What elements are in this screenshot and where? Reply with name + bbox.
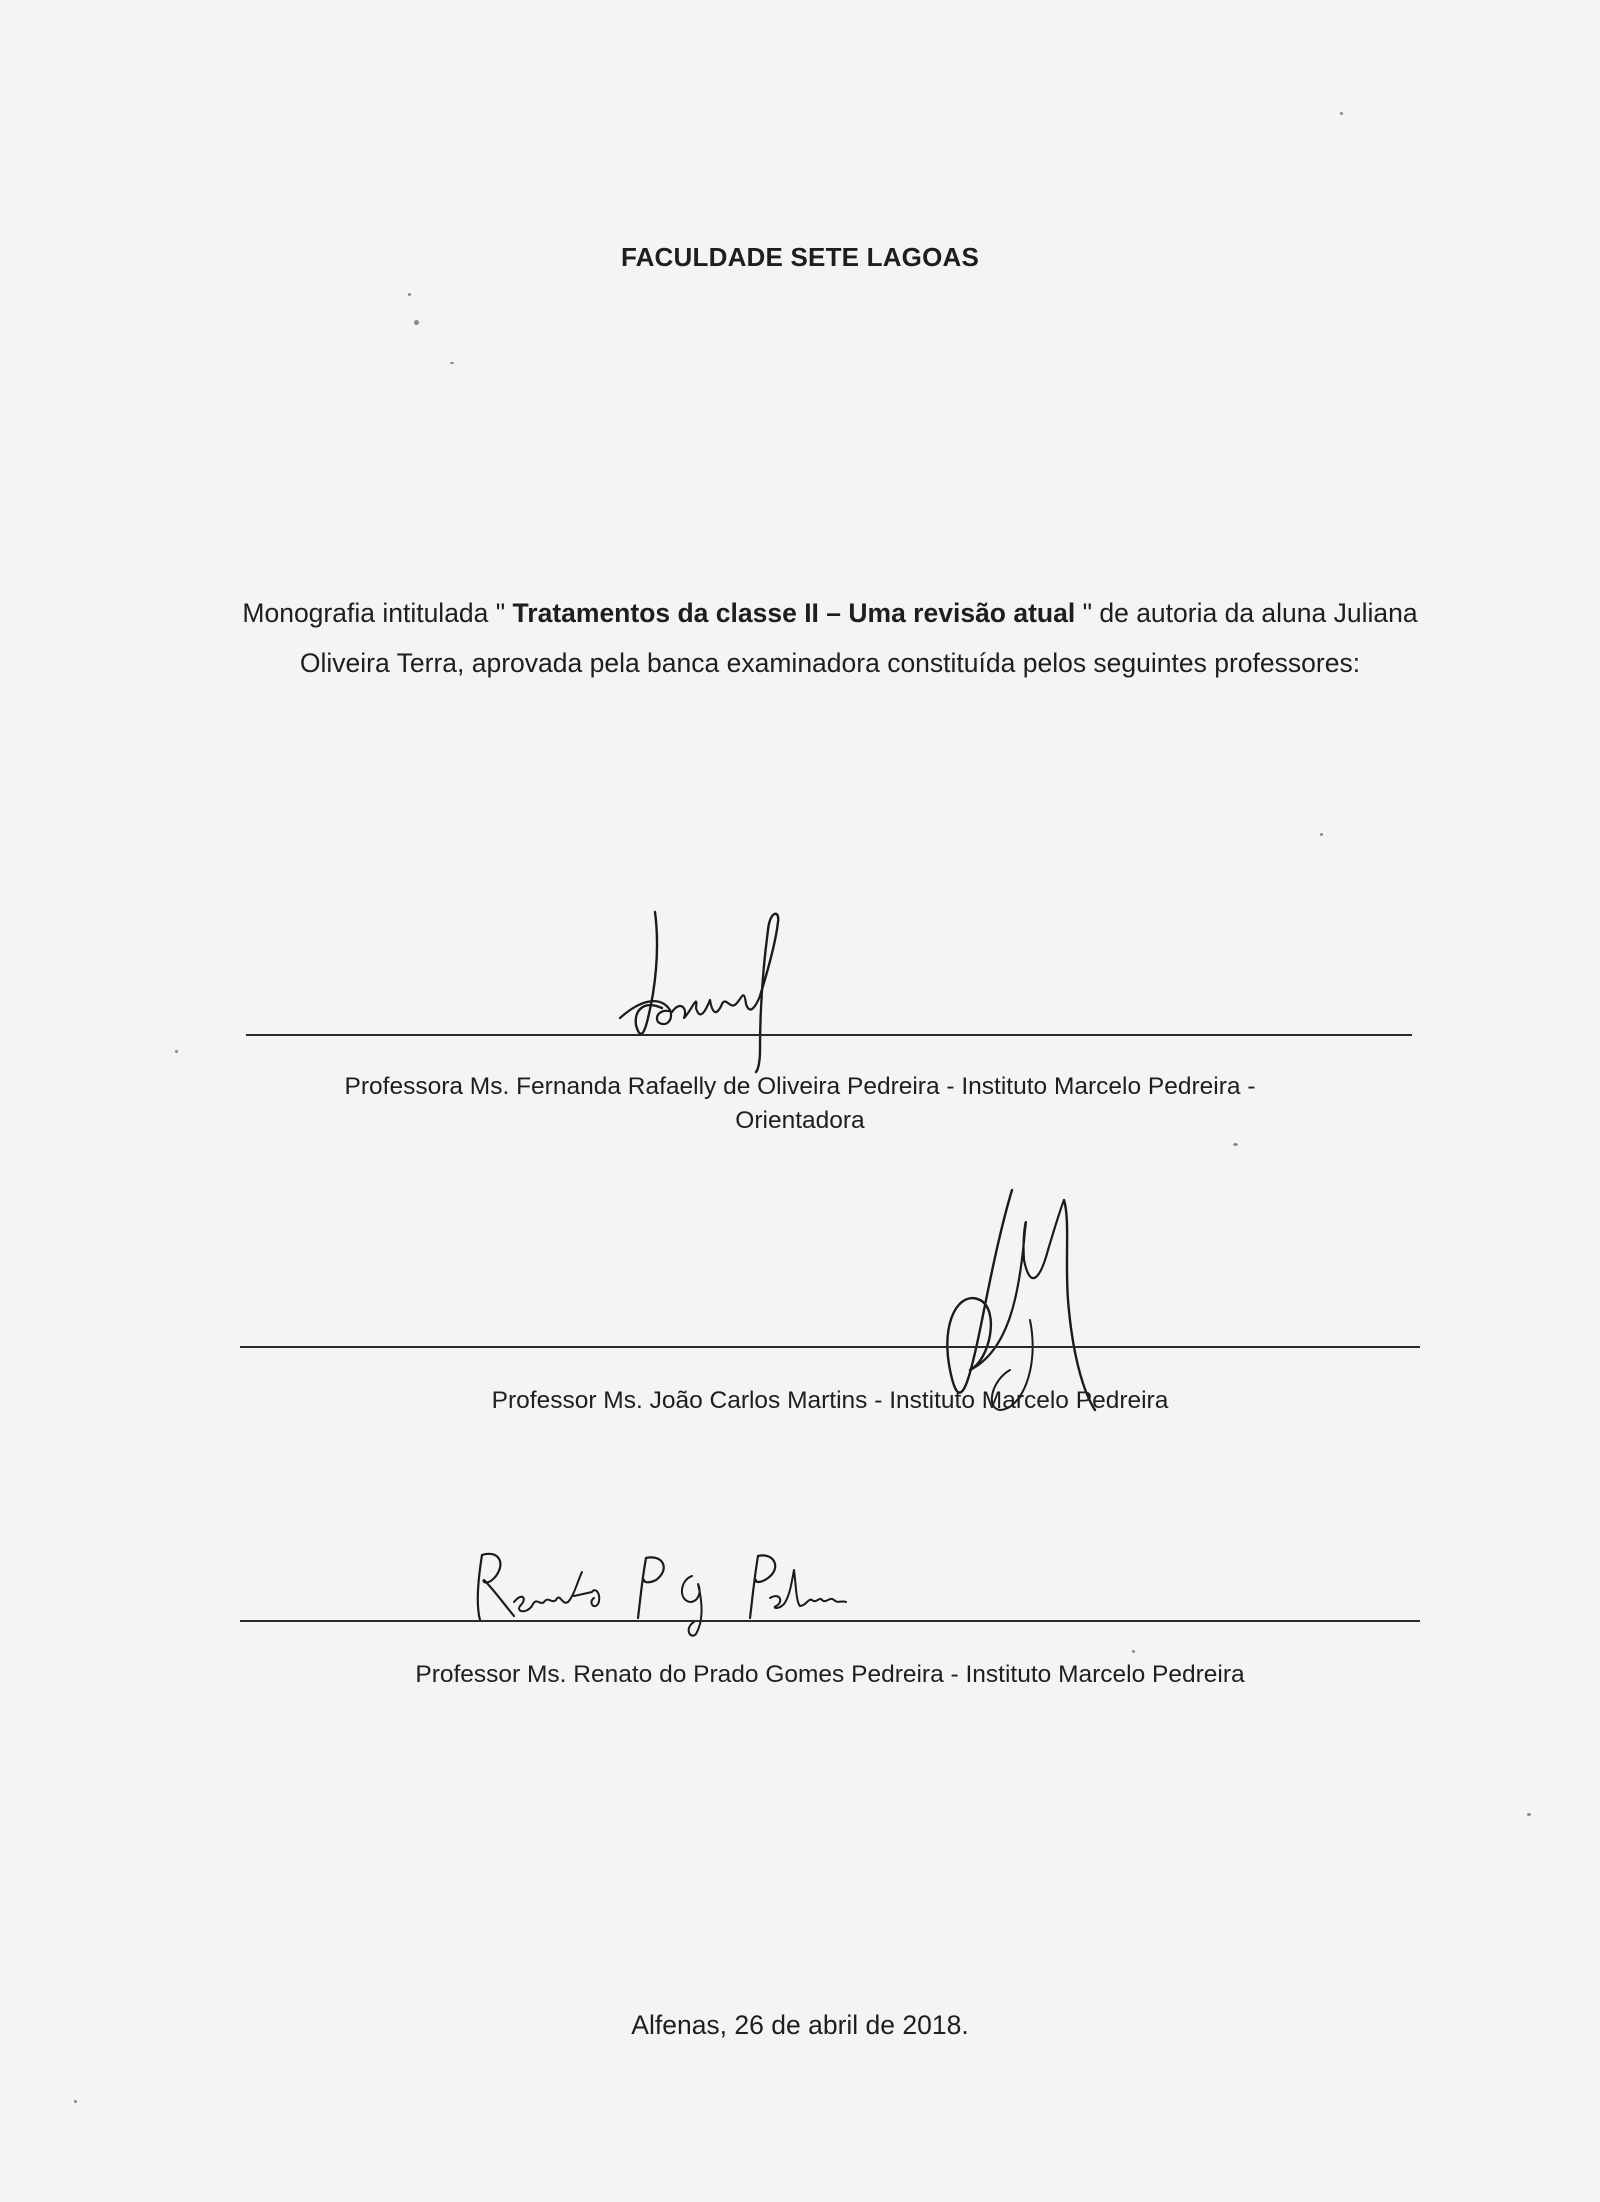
signature-2 — [930, 1170, 1130, 1420]
examiner-3-name: Professor Ms. Renato do Prado Gomes Pedreira - Instituto Marcelo Pedreira — [415, 1661, 1245, 1688]
examiner-3-caption — [240, 1658, 1420, 1692]
intro-text-end: " de autoria da aluna Juliana Oliveira Terra, aprovada pela banca examinadora constituída pelos seguintes professores: — [299, 598, 1418, 678]
date-line: Alfenas, 26 de abril de 2018. — [631, 2010, 969, 2040]
signature-line-3 — [240, 1620, 1420, 1622]
scan-speck — [408, 293, 411, 296]
scan-speck — [74, 2100, 77, 2103]
signature-line-1 — [246, 1034, 1412, 1036]
scan-speck — [1132, 1650, 1135, 1653]
scan-speck — [1233, 1143, 1238, 1146]
scan-speck — [1320, 833, 1323, 836]
scan-speck — [414, 320, 419, 325]
scan-speck — [1527, 1813, 1531, 1816]
examiner-1-caption — [240, 1070, 1360, 1138]
institution-header: FACULDADE SETE LAGOAS — [620, 242, 980, 272]
signature-line-2 — [240, 1346, 1420, 1348]
approval-statement — [240, 588, 1420, 688]
signature-1 — [600, 900, 860, 1075]
intro-text-start: Monografia intitulada " — [242, 598, 513, 628]
scan-speck — [175, 1050, 178, 1053]
examiner-2-name: Professor Ms. João Carlos Martins - Instituto Marcelo Pedreira — [491, 1387, 1169, 1414]
examiner-1-name: Professora Ms. Fernanda Rafaelly de Oliveira Pedreira - Instituto Marcelo Pedreira - — [344, 1073, 1256, 1100]
scan-speck — [1340, 112, 1343, 115]
scan-speck — [450, 362, 454, 364]
monograph-title: Tratamentos da classe II – Uma revisão atual — [512, 598, 1076, 628]
examiner-2-caption — [240, 1384, 1420, 1418]
examiner-1-role: Orientadora — [735, 1107, 865, 1134]
signature-3 — [470, 1540, 870, 1640]
